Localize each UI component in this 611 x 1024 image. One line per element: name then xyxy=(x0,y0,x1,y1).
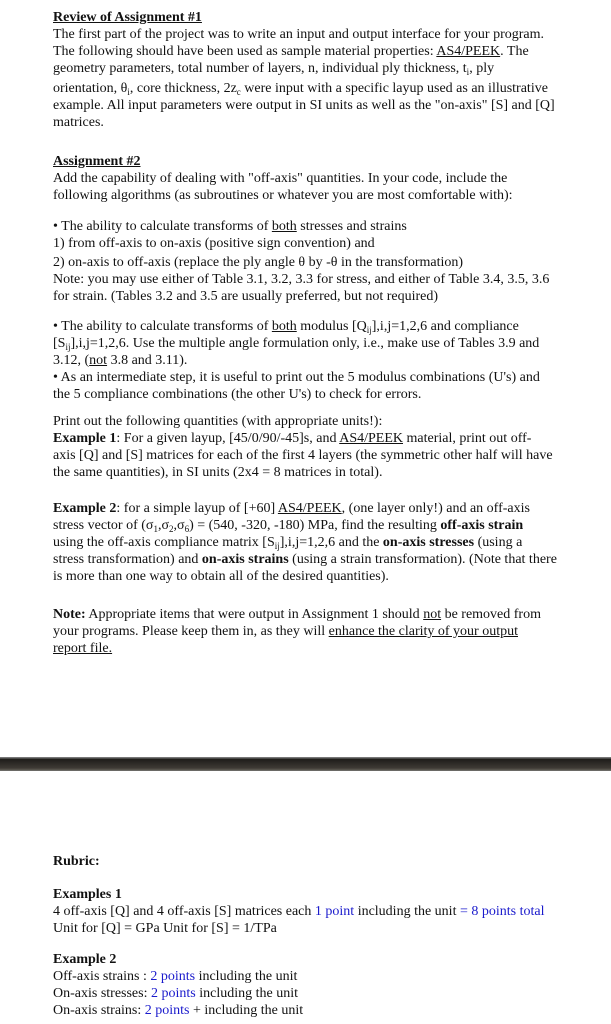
text-segment: c xyxy=(236,87,241,97)
text-segment: example. All input parameters were output in SI units as well as the "on-axis" [S] and [Q] xyxy=(53,98,555,113)
rubric-example-2 xyxy=(53,951,598,1019)
text-segment: Examples 1 xyxy=(53,887,122,902)
text-segment: ],i,j=1,2,6 and the xyxy=(279,535,383,550)
text-line xyxy=(53,288,598,305)
text-line xyxy=(53,352,598,369)
text-segment: axis [Q] and [S] matrices for each of the first 4 layers (the symmetric other half will have xyxy=(53,448,553,463)
transform-stresses-strains-item xyxy=(53,218,598,305)
text-line xyxy=(53,114,598,131)
text-segment: on-axis strains xyxy=(201,552,289,567)
text-segment: Off-axis strains : xyxy=(53,969,151,984)
example-2-section xyxy=(53,500,598,585)
text-segment: ],i,j=1,2,6 and compliance xyxy=(371,319,519,334)
text-segment: AS4/PEEK xyxy=(277,501,342,516)
text-segment: Example 1 xyxy=(53,431,117,446)
text-segment: , ply xyxy=(469,61,495,76)
text-segment: stress vector of (σ xyxy=(53,518,154,533)
text-segment: orientation, θ xyxy=(53,81,128,96)
text-segment: ) = (540, -320, -180) MPa, find the resulting xyxy=(189,518,441,533)
text-segment: The following should have been used as sample material properties: xyxy=(53,44,437,59)
text-segment: • The ability to calculate transforms of xyxy=(53,219,272,234)
text-line xyxy=(53,551,598,568)
text-line xyxy=(53,254,598,271)
text-segment: 1 point xyxy=(314,904,355,919)
text-segment: including the unit xyxy=(354,904,460,919)
text-line xyxy=(53,430,598,447)
text-segment: including the unit xyxy=(195,969,298,984)
text-segment: including the unit xyxy=(195,986,298,1001)
text-segment: on-axis stresses xyxy=(382,535,475,550)
text-segment: modulus [Q xyxy=(296,319,367,334)
text-segment: 2 points xyxy=(144,1003,190,1018)
text-segment: 1) from off-axis to on-axis (positive sign convention) and xyxy=(53,236,375,251)
text-line xyxy=(53,26,598,43)
text-segment: not xyxy=(89,353,108,368)
text-line xyxy=(53,170,598,187)
text-segment: your programs. Please keep them in, as they will xyxy=(53,624,329,639)
text-segment: both xyxy=(271,219,297,234)
text-segment: material, print out off- xyxy=(403,431,532,446)
text-segment: ij xyxy=(65,342,71,352)
text-segment: stresses and strains xyxy=(296,219,407,234)
text-line xyxy=(53,369,598,386)
text-line xyxy=(53,534,598,551)
text-line xyxy=(53,43,598,60)
text-line xyxy=(53,920,598,937)
text-segment: ij xyxy=(274,541,280,551)
text-line xyxy=(53,903,598,920)
text-segment: , (one layer only!) and an off-axis xyxy=(341,501,530,516)
text-segment: the 5 compliance combinations (the other U's) to check for errors. xyxy=(53,387,422,402)
text-line xyxy=(53,623,598,640)
text-segment: 2 points xyxy=(151,986,196,1001)
text-segment: , core thickness, 2z xyxy=(129,81,237,96)
text-segment: both xyxy=(271,319,297,334)
text-line xyxy=(53,447,598,464)
text-segment: Review of Assignment #1 xyxy=(53,10,202,25)
text-line xyxy=(53,951,598,968)
text-segment: : for a simple layup of [+60] xyxy=(116,501,278,516)
text-segment: On-axis strains: xyxy=(53,1003,145,1018)
text-line xyxy=(53,9,598,26)
text-segment: i xyxy=(127,87,130,97)
text-segment: 1 xyxy=(153,524,158,534)
text-line xyxy=(53,985,598,1002)
text-segment: The first part of the project was to write an input and output interface for your program. xyxy=(53,27,545,42)
rubric-heading xyxy=(53,853,598,870)
text-segment: . The xyxy=(500,44,529,59)
text-segment: On-axis stresses: xyxy=(53,986,151,1001)
text-line xyxy=(53,517,598,534)
text-line xyxy=(53,606,598,623)
text-line xyxy=(53,153,598,170)
text-line xyxy=(53,1002,598,1019)
text-segment: for strain. (Tables 3.2 and 3.5 are usually preferred, but not required) xyxy=(53,289,439,304)
rubric-examples-1 xyxy=(53,886,598,937)
text-line xyxy=(53,386,598,403)
text-segment: Example 2 xyxy=(53,501,117,516)
text-segment: ij xyxy=(366,325,372,335)
text-line xyxy=(53,271,598,288)
assignment-2-section xyxy=(53,153,598,204)
page-divider xyxy=(0,757,611,771)
text-segment: : For a given layup, [45/0/90/-45]s, and xyxy=(116,431,340,446)
text-segment: off-axis strain xyxy=(440,518,524,533)
text-segment: 6 xyxy=(184,524,190,534)
text-segment: (using a xyxy=(474,535,523,550)
text-segment: be removed from xyxy=(441,607,541,622)
text-segment: 3.8 and 3.11). xyxy=(107,353,188,368)
text-line xyxy=(53,968,598,985)
text-segment: (using a strain transformation). (Note that there xyxy=(288,552,557,567)
text-segment: • The ability to calculate transforms of xyxy=(53,319,272,334)
text-line xyxy=(53,335,598,352)
transform-modulus-compliance-item xyxy=(53,318,598,403)
text-segment: Example 2 xyxy=(53,952,117,967)
text-line xyxy=(53,60,598,77)
text-segment: report file. xyxy=(53,641,113,656)
text-segment: Assignment #2 xyxy=(53,154,141,169)
text-segment: Appropriate items that were output in Assignment 1 should xyxy=(85,607,424,622)
text-segment: geometry parameters, total number of layers, n, individual ply thickness, t xyxy=(53,61,467,76)
text-line xyxy=(53,235,598,252)
text-segment: the same quantities), in SI units (2x4 = 8 matrices in total). xyxy=(53,465,383,480)
text-segment: using the off-axis compliance matrix [S xyxy=(53,535,275,550)
text-segment: following algorithms (as subroutines or whatever you are most comfortable with): xyxy=(53,188,513,203)
text-segment: not xyxy=(423,607,442,622)
text-segment: AS4/PEEK xyxy=(436,44,501,59)
text-segment: + including the unit xyxy=(189,1003,304,1018)
text-segment: were input with a specific layup used as an illustrative xyxy=(240,81,548,96)
text-segment: i xyxy=(466,67,470,77)
text-segment: • As an intermediate step, it is useful to print out the 5 modulus combinations (U's) and xyxy=(53,370,540,385)
review-assignment-1-section xyxy=(53,9,598,131)
text-line xyxy=(53,568,598,585)
text-segment: Unit for [Q] = GPa Unit for [S] = 1/TPa xyxy=(53,921,277,936)
text-segment: 2) on-axis to off-axis (replace the ply angle θ by -θ in the transformation) xyxy=(53,255,464,270)
text-segment: ,σ xyxy=(157,518,170,533)
text-segment: Add the capability of dealing with "off-axis" quantities. In your code, include the xyxy=(53,171,508,186)
example-1-section xyxy=(53,413,598,481)
text-line xyxy=(53,80,598,97)
text-line xyxy=(53,640,598,657)
text-line xyxy=(53,500,598,517)
text-segment: [S xyxy=(53,336,66,351)
text-line xyxy=(53,464,598,481)
text-line xyxy=(53,318,598,335)
text-segment: 2 points xyxy=(150,969,196,984)
text-segment: Print out the following quantities (with appropriate units!): xyxy=(53,414,383,429)
text-segment: ,σ xyxy=(173,518,185,533)
text-segment: enhance the clarity of your output xyxy=(328,624,518,639)
text-line xyxy=(53,413,598,430)
text-segment: AS4/PEEK xyxy=(339,431,403,446)
text-segment: Rubric: xyxy=(53,854,100,869)
text-segment: Note: xyxy=(53,607,86,622)
note-section xyxy=(53,606,598,657)
text-segment: is more than one way to obtain all of the desired quantities). xyxy=(53,569,389,584)
text-segment: = 8 points total xyxy=(459,904,545,919)
text-segment: 4 off-axis [Q] and 4 off-axis [S] matrices each xyxy=(53,904,315,919)
text-segment: ],i,j=1,2,6. Use the multiple angle formulation only, i.e., make use of Tables 3.9 and xyxy=(70,336,540,351)
text-segment: 2 xyxy=(169,524,174,534)
text-line xyxy=(53,853,598,870)
text-line xyxy=(53,187,598,204)
text-segment: stress transformation) and xyxy=(53,552,202,567)
text-line xyxy=(53,97,598,114)
text-segment: 3.12, ( xyxy=(53,353,90,368)
text-segment: matrices. xyxy=(53,115,104,130)
text-line xyxy=(53,218,598,235)
text-line xyxy=(53,886,598,903)
text-segment: Note: you may use either of Table 3.1, 3.2, 3.3 for stress, and either of Table 3.4, 3.5, 3.6 xyxy=(53,272,550,287)
